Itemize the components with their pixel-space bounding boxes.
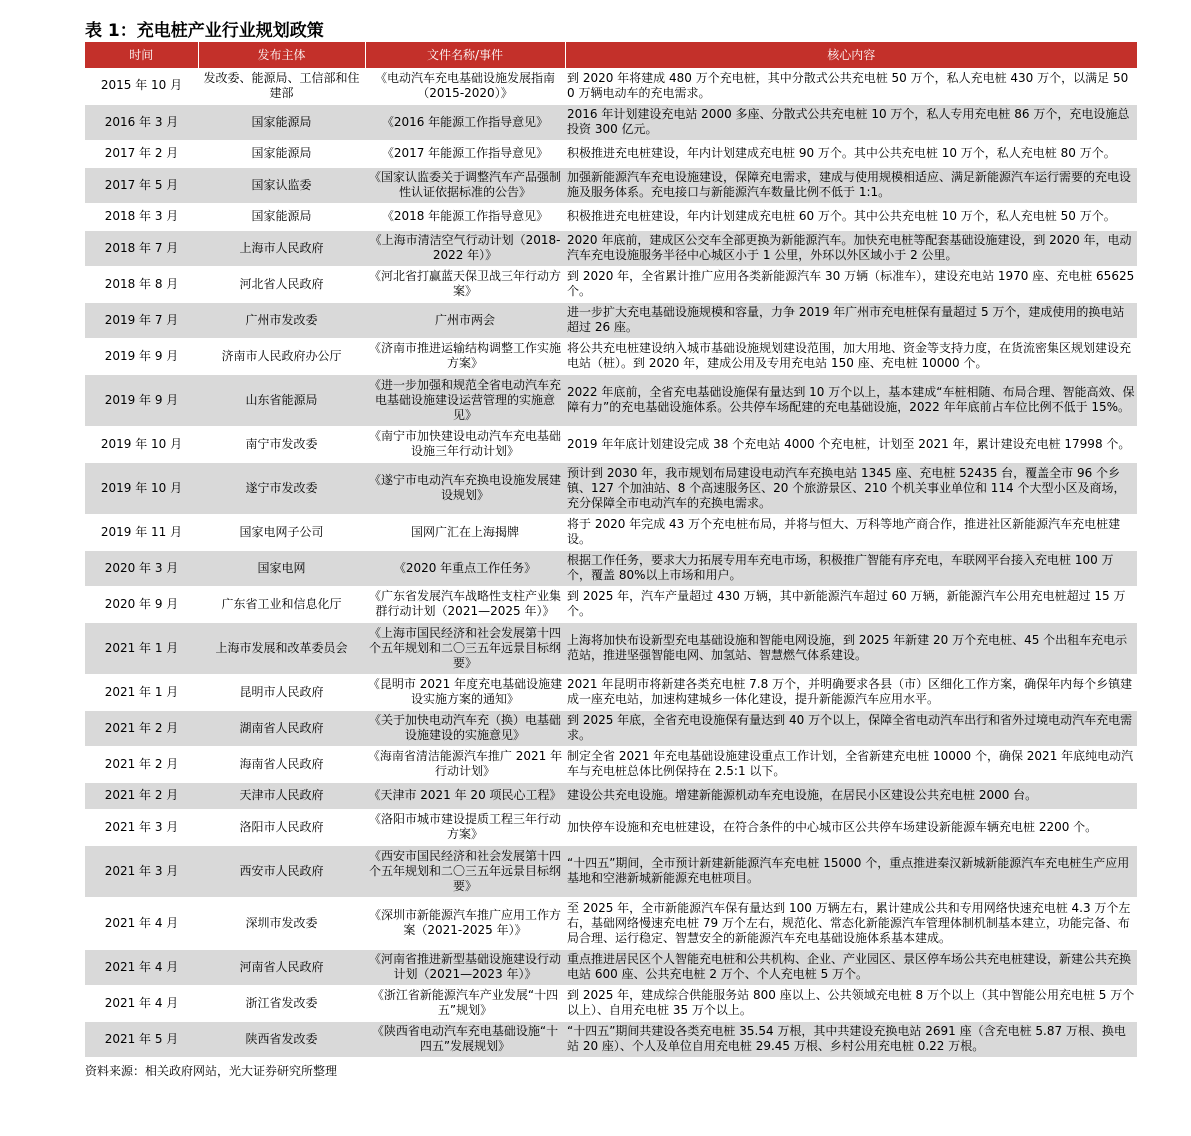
cell-time: 2021 年 1 月 [85, 622, 198, 674]
cell-publisher: 发改委、能源局、工信部和住建部 [198, 68, 365, 104]
cell-time: 2019 年 9 月 [85, 374, 198, 426]
cell-time: 2021 年 3 月 [85, 845, 198, 897]
table-row [85, 374, 1137, 426]
table-row [85, 338, 1137, 374]
cell-publisher: 国家能源局 [198, 203, 365, 230]
cell-time: 2018 年 7 月 [85, 230, 198, 266]
cell-document: 《2020 年重点工作任务》 [365, 550, 565, 586]
table-row [85, 622, 1137, 674]
header-content: 核心内容 [565, 42, 1137, 68]
cell-content: 预计到 2030 年，我市规划布局建设电动汽车充换电站 1345 座、充电桩 52435 台，覆盖全市 96 个乡镇、127 个加油站、8 个高速服务区、20 个旅游景区、210 个机关事业单位和 114 个大型小区及商场，充分保障全市电动汽车的充换电需求。 [565, 462, 1137, 514]
table-row [85, 949, 1137, 985]
table-row [85, 302, 1137, 338]
cell-content: 建设公共充电设施。增建新能源机动车充电设施，在居民小区建设公共充电桩 2000 台。 [565, 782, 1137, 809]
cell-time: 2021 年 2 月 [85, 782, 198, 809]
cell-document: 《深圳市新能源汽车推广应用工作方案（2021-2025 年）》 [365, 897, 565, 949]
policy-table [85, 42, 1137, 1058]
table-header-row [85, 42, 1137, 68]
cell-content: 根据工作任务，要求大力拓展专用车充电市场，积极推广智能有序充电，车联网平台接入充电桩 100 万个，覆盖 80%以上市场和用户。 [565, 550, 1137, 586]
cell-publisher: 昆明市人民政府 [198, 674, 365, 710]
cell-time: 2019 年 10 月 [85, 462, 198, 514]
cell-publisher: 陕西省发改委 [198, 1021, 365, 1057]
cell-content: “十四五”期间共建设各类充电桩 35.54 万根，其中共建设充换电站 2691 座（含充电桩 5.87 万根、换电站 20 座）、个人及单位自用充电桩 29.45 万根、乡村公用充电桩 0.22 万根。 [565, 1021, 1137, 1057]
cell-publisher: 上海市人民政府 [198, 230, 365, 266]
cell-time: 2021 年 2 月 [85, 746, 198, 782]
cell-publisher: 天津市人民政府 [198, 782, 365, 809]
cell-document: 《西安市国民经济和社会发展第十四个五年规划和二〇三五年远景目标纲要》 [365, 845, 565, 897]
table-row [85, 104, 1137, 140]
cell-content: 加快停车设施和充电桩建设，在符合条件的中心城市区公共停车场建设新能源车辆充电桩 2200 个。 [565, 809, 1137, 845]
cell-publisher: 国家电网 [198, 550, 365, 586]
table-row [85, 782, 1137, 809]
table-row [85, 985, 1137, 1021]
table-row [85, 674, 1137, 710]
cell-content: 到 2025 年，建成综合供能服务站 800 座以上、公共领域充电桩 8 万个以上（其中智能公用充电桩 5 万个以上）、自用充电桩 35 万个以上。 [565, 985, 1137, 1021]
cell-document: 国网广汇在上海揭牌 [365, 514, 565, 550]
cell-publisher: 济南市人民政府办公厅 [198, 338, 365, 374]
table-row [85, 710, 1137, 746]
table-row [85, 426, 1137, 462]
cell-document: 《济南市推进运输结构调整工作实施方案》 [365, 338, 565, 374]
table-row [85, 809, 1137, 845]
cell-publisher: 国家能源局 [198, 140, 365, 167]
header-document: 文件名称/事件 [365, 42, 565, 68]
cell-publisher: 洛阳市人民政府 [198, 809, 365, 845]
cell-document: 《2017 年能源工作指导意见》 [365, 140, 565, 167]
cell-content: 重点推进居民区个人智能充电桩和公共机构、企业、产业园区、景区停车场公共充电桩建设，新建公共充换电站 600 座、公共充电桩 2 万个、个人充电桩 5 万个。 [565, 949, 1137, 985]
cell-document: 《2016 年能源工作指导意见》 [365, 104, 565, 140]
cell-document: 《陕西省电动汽车充电基础设施“十四五”发展规划》 [365, 1021, 565, 1057]
cell-time: 2020 年 9 月 [85, 586, 198, 622]
cell-document: 《河北省打赢蓝天保卫战三年行动方案》 [365, 266, 565, 302]
table-row [85, 550, 1137, 586]
cell-content: “十四五”期间，全市预计新建新能源汽车充电桩 15000 个，重点推进秦汉新城新能源汽车充电桩生产应用基地和空港新城新能源充电桩项目。 [565, 845, 1137, 897]
cell-publisher: 河南省人民政府 [198, 949, 365, 985]
cell-time: 2019 年 7 月 [85, 302, 198, 338]
cell-document: 《进一步加强和规范全省电动汽车充电基础设施建设运营管理的实施意见》 [365, 374, 565, 426]
cell-document: 《洛阳市城市建设提质工程三年行动方案》 [365, 809, 565, 845]
cell-content: 到 2025 年底，全省充电设施保有量达到 40 万个以上，保障全省电动汽车出行和省外过境电动汽车充电需求。 [565, 710, 1137, 746]
table-row [85, 167, 1137, 203]
cell-document: 《海南省清洁能源汽车推广 2021 年行动计划》 [365, 746, 565, 782]
cell-time: 2021 年 1 月 [85, 674, 198, 710]
cell-publisher: 上海市发展和改革委员会 [198, 622, 365, 674]
cell-time: 2021 年 5 月 [85, 1021, 198, 1057]
cell-time: 2020 年 3 月 [85, 550, 198, 586]
cell-publisher: 西安市人民政府 [198, 845, 365, 897]
cell-publisher: 深圳市发改委 [198, 897, 365, 949]
cell-content: 将于 2020 年完成 43 万个充电桩布局，并将与恒大、万科等地产商合作，推进社区新能源汽车充电桩建设。 [565, 514, 1137, 550]
cell-publisher: 国家电网子公司 [198, 514, 365, 550]
cell-document: 《电动汽车充电基础设施发展指南（2015-2020）》 [365, 68, 565, 104]
cell-content: 2022 年底前，全省充电基础设施保有量达到 10 万个以上，基本建成“车桩相随、布局合理、智能高效、保障有力”的充电基础设施体系。公共停车场配建的充电基础设施，2022 年年底前占车位比例不低于 15%。 [565, 374, 1137, 426]
cell-publisher: 山东省能源局 [198, 374, 365, 426]
cell-document: 《南宁市加快建设电动汽车充电基础设施三年行动计划》 [365, 426, 565, 462]
table-row [85, 462, 1137, 514]
cell-time: 2019 年 11 月 [85, 514, 198, 550]
cell-document: 《昆明市 2021 年度充电基础设施建设实施方案的通知》 [365, 674, 565, 710]
cell-time: 2019 年 10 月 [85, 426, 198, 462]
cell-time: 2021 年 2 月 [85, 710, 198, 746]
table-row [85, 230, 1137, 266]
cell-publisher: 河北省人民政府 [198, 266, 365, 302]
cell-time: 2021 年 4 月 [85, 985, 198, 1021]
table-title: 表 1：充电桩产业行业规划政策 [85, 21, 324, 41]
cell-content: 2016 年计划建设充电站 2000 多座、分散式公共充电桩 10 万个，私人专用充电桩 86 万个，充电设施总投资 300 亿元。 [565, 104, 1137, 140]
policy-table-container [85, 42, 1137, 1058]
cell-time: 2021 年 4 月 [85, 949, 198, 985]
cell-document: 《上海市清洁空气行动计划（2018-2022 年）》 [365, 230, 565, 266]
cell-publisher: 遂宁市发改委 [198, 462, 365, 514]
cell-content: 上海将加快布设新型充电基础设施和智能电网设施，到 2025 年新建 20 万个充电桩、45 个出租车充电示范站，推进坚强智能电网、加氢站、智慧燃气体系建设。 [565, 622, 1137, 674]
header-time: 时间 [85, 42, 198, 68]
cell-time: 2019 年 9 月 [85, 338, 198, 374]
cell-content: 到 2020 年将建成 480 万个充电桩，其中分散式公共充电桩 50 万个，私人充电桩 430 万个，以满足 500 万辆电动车的充电需求。 [565, 68, 1137, 104]
table-row [85, 845, 1137, 897]
table-body [85, 68, 1137, 1057]
cell-document: 《关于加快电动汽车充（换）电基础设施建设的实施意见》 [365, 710, 565, 746]
cell-time: 2021 年 3 月 [85, 809, 198, 845]
table-row [85, 1021, 1137, 1057]
cell-time: 2018 年 3 月 [85, 203, 198, 230]
cell-document: 《上海市国民经济和社会发展第十四个五年规划和二〇三五年远景目标纲要》 [365, 622, 565, 674]
cell-publisher: 南宁市发改委 [198, 426, 365, 462]
table-row [85, 68, 1137, 104]
cell-time: 2016 年 3 月 [85, 104, 198, 140]
table-row [85, 140, 1137, 167]
cell-publisher: 海南省人民政府 [198, 746, 365, 782]
cell-publisher: 广东省工业和信息化厅 [198, 586, 365, 622]
cell-content: 积极推进充电桩建设，年内计划建成充电桩 60 万个。其中公共充电桩 10 万个，私人充电桩 50 万个。 [565, 203, 1137, 230]
cell-document: 《浙江省新能源汽车产业发展“十四五”规划》 [365, 985, 565, 1021]
cell-document: 《广东省发展汽车战略性支柱产业集群行动计划（2021—2025 年）》 [365, 586, 565, 622]
cell-content: 进一步扩大充电基础设施规模和容量，力争 2019 年广州市充电桩保有量超过 5 万个，建成使用的换电站超过 26 座。 [565, 302, 1137, 338]
table-row [85, 746, 1137, 782]
cell-content: 将公共充电桩建设纳入城市基础设施规划建设范围，加大用地、资金等支持力度，在货流密集区规划建设充电站（桩）。到 2020 年，建成公用及专用充电站 150 座、充电桩 10000 个。 [565, 338, 1137, 374]
cell-content: 制定全省 2021 年充电基础设施建设重点工作计划，全省新建充电桩 10000 个，确保 2021 年底纯电动汽车与充电桩总体比例保持在 2.5:1 以下。 [565, 746, 1137, 782]
cell-document: 《河南省推进新型基础设施建设行动计划（2021—2023 年）》 [365, 949, 565, 985]
cell-document: 广州市两会 [365, 302, 565, 338]
cell-content: 到 2020 年，全省累计推广应用各类新能源汽车 30 万辆（标准车），建设充电站 1970 座、充电桩 65625 个。 [565, 266, 1137, 302]
table-row [85, 203, 1137, 230]
table-row [85, 266, 1137, 302]
table-row [85, 586, 1137, 622]
cell-content: 2020 年底前，建成区公交车全部更换为新能源汽车。加快充电桩等配套基础设施建设，到 2020 年，电动汽车充电设施服务半径中心城区小于 1 公里，外环以外区域小于 2 公里。 [565, 230, 1137, 266]
cell-content: 2021 年昆明市将新建各类充电桩 7.8 万个，并明确要求各县（市）区细化工作方案，确保年内每个乡镇建成一座充电站，加速构建城乡一体化建设，提升新能源汽车应用水平。 [565, 674, 1137, 710]
source-note: 资料来源：相关政府网站，光大证券研究所整理 [85, 1064, 338, 1078]
cell-publisher: 国家能源局 [198, 104, 365, 140]
cell-content: 2019 年年底计划建设完成 38 个充电站 4000 个充电桩，计划至 2021 年，累计建设充电桩 17998 个。 [565, 426, 1137, 462]
cell-publisher: 国家认监委 [198, 167, 365, 203]
cell-publisher: 湖南省人民政府 [198, 710, 365, 746]
cell-document: 《遂宁市电动汽车充换电设施发展建设规划》 [365, 462, 565, 514]
cell-publisher: 广州市发改委 [198, 302, 365, 338]
cell-time: 2015 年 10 月 [85, 68, 198, 104]
header-publisher: 发布主体 [198, 42, 365, 68]
cell-time: 2017 年 5 月 [85, 167, 198, 203]
cell-publisher: 浙江省发改委 [198, 985, 365, 1021]
cell-time: 2017 年 2 月 [85, 140, 198, 167]
cell-time: 2018 年 8 月 [85, 266, 198, 302]
cell-content: 到 2025 年，汽车产量超过 430 万辆，其中新能源汽车超过 60 万辆，新能源汽车公用充电桩超过 15 万个。 [565, 586, 1137, 622]
cell-time: 2021 年 4 月 [85, 897, 198, 949]
cell-content: 至 2025 年，全市新能源汽车保有量达到 100 万辆左右，累计建成公共和专用网络快速充电桩 4.3 万个左右，基础网络慢速充电桩 79 万个左右，规范化、常态化新能源汽车管理体制机制基本建立，功能完备、布局合理、运行稳定、智慧安全的新能源汽车充电基础设施体系基本建成。 [565, 897, 1137, 949]
table-row [85, 897, 1137, 949]
cell-content: 积极推进充电桩建设，年内计划建成充电桩 90 万个。其中公共充电桩 10 万个，私人充电桩 80 万个。 [565, 140, 1137, 167]
table-row [85, 514, 1137, 550]
cell-document: 《国家认监委关于调整汽车产品强制性认证依据标准的公告》 [365, 167, 565, 203]
cell-document: 《天津市 2021 年 20 项民心工程》 [365, 782, 565, 809]
cell-content: 加强新能源汽车充电设施建设，保障充电需求，建成与使用规模相适应、满足新能源汽车运行需要的充电设施及服务体系。充电接口与新能源汽车数量比例不低于 1:1。 [565, 167, 1137, 203]
cell-document: 《2018 年能源工作指导意见》 [365, 203, 565, 230]
